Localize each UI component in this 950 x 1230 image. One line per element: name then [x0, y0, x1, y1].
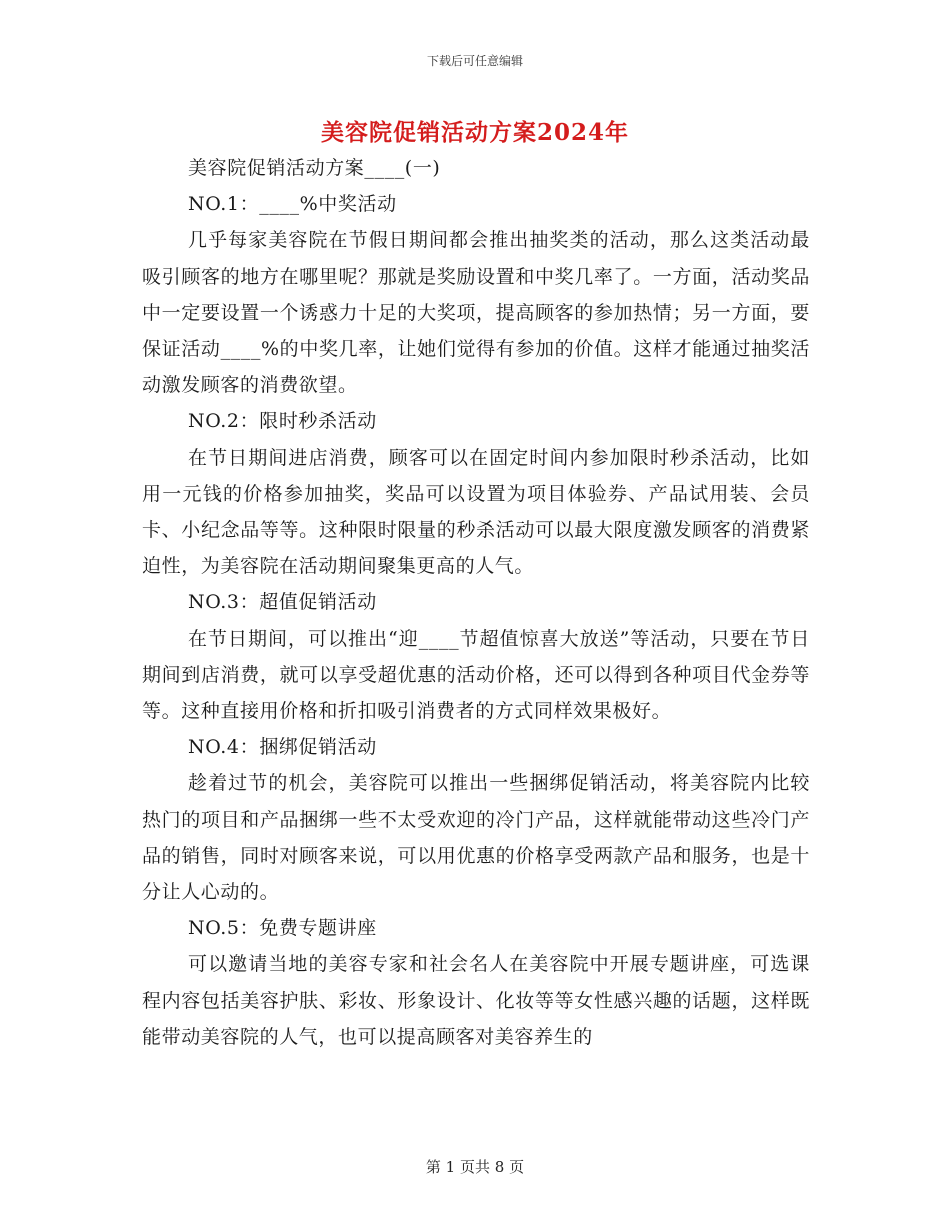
section-heading: 美容院促销活动方案____(一): [188, 157, 441, 179]
document-title: 美容院促销活动方案2024年: [320, 119, 629, 146]
section-heading: NO.2：限时秒杀活动: [188, 410, 377, 433]
page-footer: 第 1 页共 8 页: [425, 1158, 525, 1176]
section-heading: NO.1：____%中奖活动: [188, 193, 397, 216]
section-heading: NO.5：免费专题讲座: [188, 917, 377, 940]
body-paragraph: 趁着过节的机会，美容院可以推出一些捆绑促销活动，将美容院内比较热门的项目和产品捆绑一些不太受欢迎的冷门产品，这样就能带动这些冷门产品的销售，同时对顾客来说，可以用优惠的价格享受两款产品和服务，也是十分让人心动的。: [142, 772, 810, 904]
body-paragraph: 在节日期间，可以推出“迎____节超值惊喜大放送”等活动，只要在节日期间到店消费，就可以享受超优惠的活动价格，还可以得到各种项目代金券等等。这种直接用价格和折扣吸引消费者的方式同样效果极好。: [142, 627, 810, 723]
section-heading: NO.4：捆绑促销活动: [188, 736, 377, 759]
body-paragraph: 在节日期间进店消费，顾客可以在固定时间内参加限时秒杀活动，比如用一元钱的价格参加抽奖，奖品可以设置为项目体验券、产品试用装、会员卡、小纪念品等等。这种限时限量的秒杀活动可以最大限度激发顾客的消费紧迫性，为美容院在活动期间聚集更高的人气。: [142, 446, 810, 578]
document-body: [142, 150, 810, 1055]
page-header: 下载后可任意编辑: [426, 54, 523, 68]
section-heading: NO.3：超值促销活动: [188, 591, 377, 614]
body-paragraph: 可以邀请当地的美容专家和社会名人在美容院中开展专题讲座，可选课程内容包括美容护肤、彩妆、形象设计、化妆等等女性感兴趣的话题，这样既能带动美容院的人气，也可以提高顾客对美容养生的: [142, 953, 810, 1048]
body-paragraph: 几乎每家美容院在节假日期间都会推出抽奖类的活动，那么这类活动最吸引顾客的地方在哪里呢？那就是奖励设置和中奖几率了。一方面，活动奖品中一定要设置一个诱惑力十足的大奖项，提高顾客的参加热情；另一方面，要保证活动____%的中奖几率，让她们觉得有参加的价值。这样才能通过抽奖活动激发顾客的消费欲望。: [142, 229, 810, 397]
